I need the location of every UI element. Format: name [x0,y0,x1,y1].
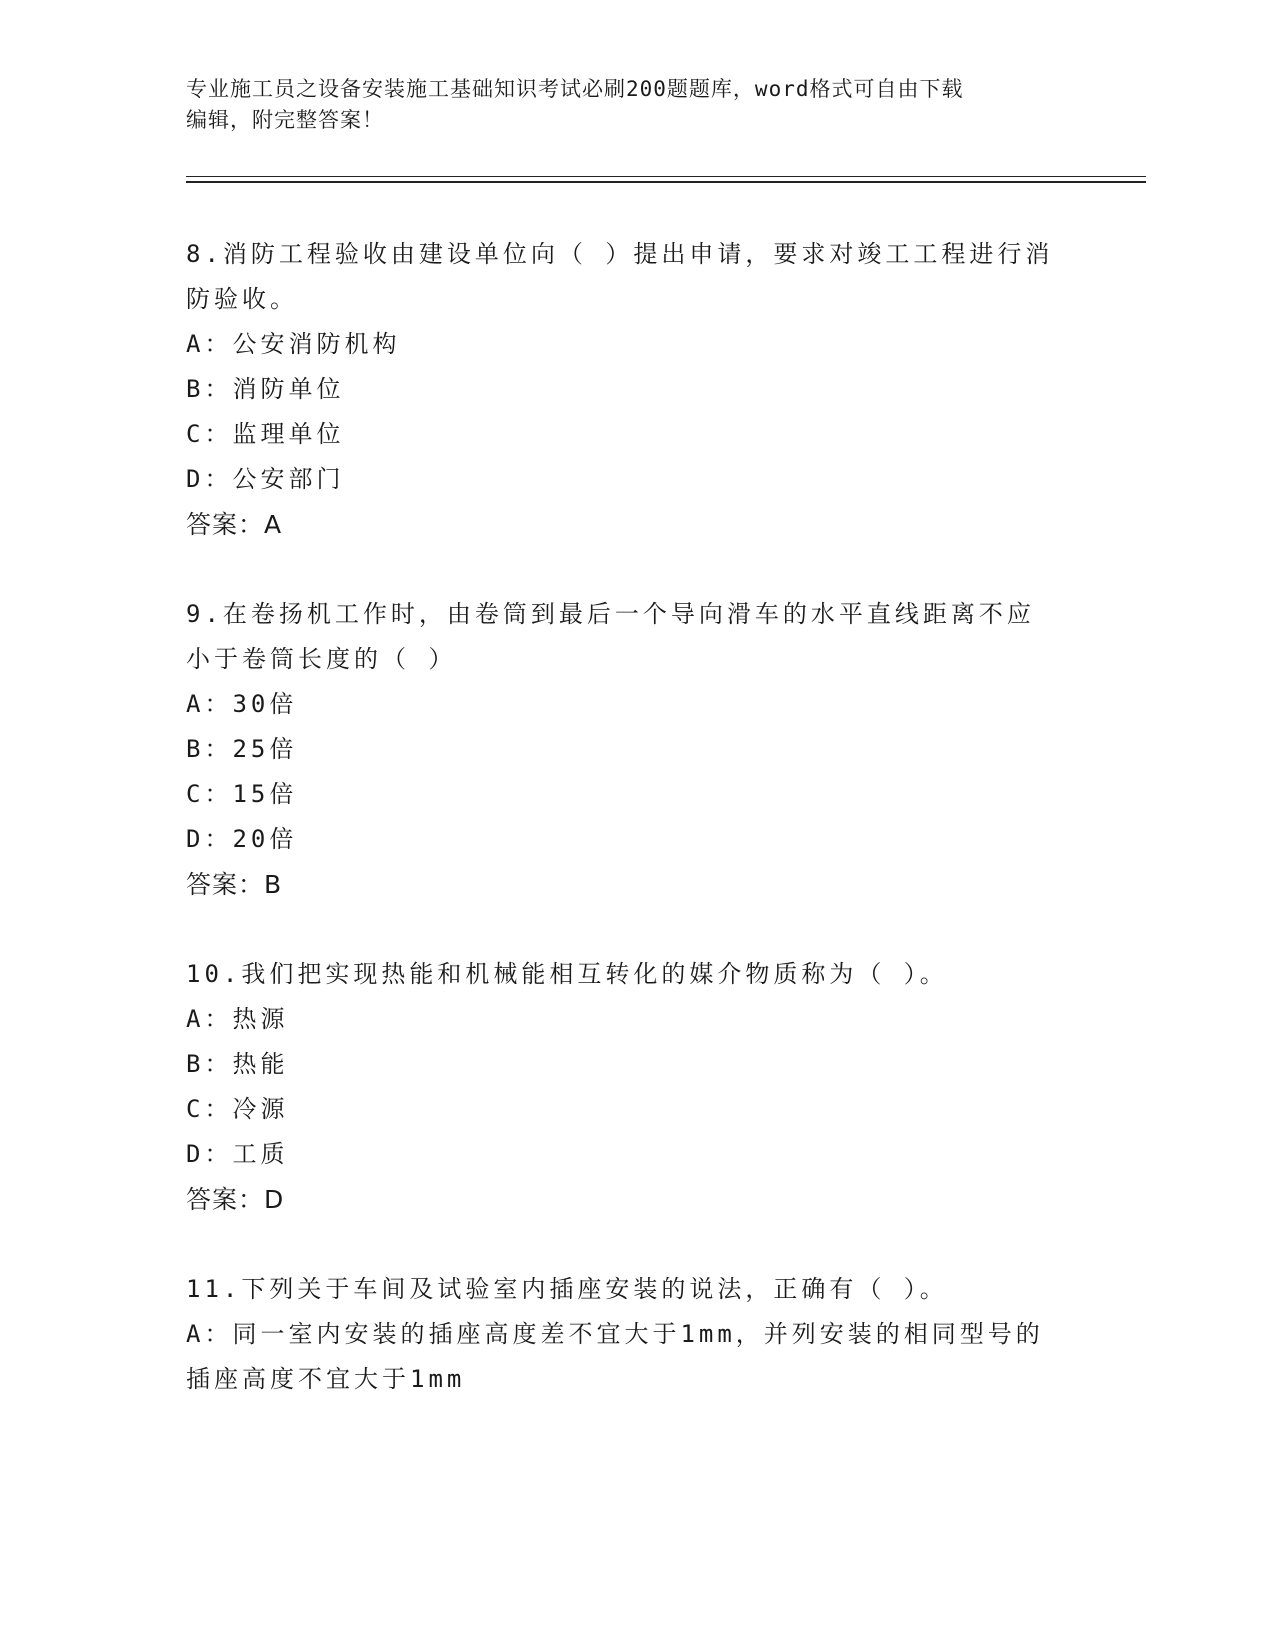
header-divider-thick [186,181,1146,183]
header-divider-thin [186,176,1146,177]
option-b: B：25倍 [186,735,298,763]
header-line-2: 编辑，附完整答案！ [186,108,384,132]
document-header [186,74,1066,136]
question-11 [186,1267,1066,1402]
option-c: C：监理单位 [186,420,345,448]
answer-line: 答案：D [186,1185,285,1214]
option-b: B：热能 [186,1050,289,1078]
option-d: D：工质 [186,1140,289,1168]
question-list [186,232,1066,1447]
answer-line: 答案：B [186,870,283,899]
question-stem-line: 11.下列关于车间及试验室内插座安装的说法，正确有（ ）。 [186,1275,948,1303]
option-a: A：30倍 [186,690,298,718]
answer-line: 答案：A [186,510,283,539]
question-stem-line: 防验收。 [186,285,298,313]
header-line-1: 专业施工员之设备安装施工基础知识考试必刷200题题库，word格式可自由下载 [186,77,964,101]
option-a: A：公安消防机构 [186,330,401,358]
question-stem-line: 8.消防工程验收由建设单位向（ ）提出申请，要求对竣工工程进行消 [186,240,1054,268]
option-d: D：公安部门 [186,465,345,493]
option-d: D：20倍 [186,825,298,853]
option-c: C：冷源 [186,1095,289,1123]
option-a-continued: 插座高度不宜大于1mm [186,1365,466,1393]
question-9 [186,592,1066,907]
question-stem-line: 9.在卷扬机工作时，由卷筒到最后一个导向滑车的水平直线距离不应 [186,600,1035,628]
question-stem-line: 小于卷筒长度的（ ） [186,645,457,673]
question-8 [186,232,1066,547]
option-a: A：热源 [186,1005,289,1033]
option-c: C：15倍 [186,780,298,808]
option-a: A：同一室内安装的插座高度差不宜大于1mm，并列安装的相同型号的 [186,1320,1044,1348]
question-stem-line: 10.我们把实现热能和机械能相互转化的媒介物质称为（ ）。 [186,960,948,988]
question-10 [186,952,1066,1222]
option-b: B：消防单位 [186,375,345,403]
